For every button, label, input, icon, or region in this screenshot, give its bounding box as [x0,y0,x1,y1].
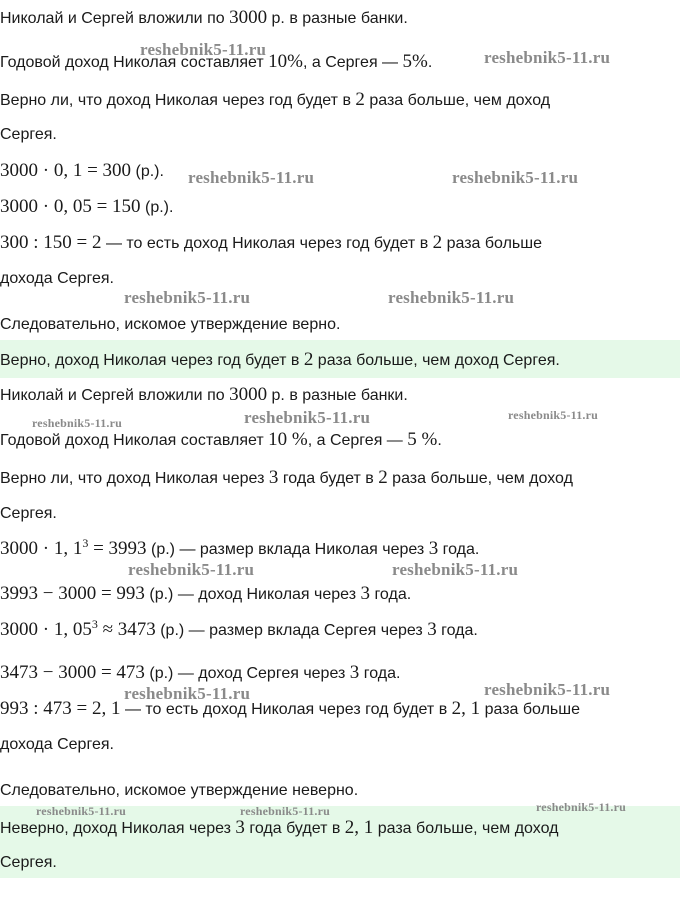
watermark: reshebnik5-11.ru [36,804,126,818]
text-line: Годовой доход Николая составляет 10%, а Сергея — 5%. [0,51,433,72]
watermark: reshebnik5-11.ru [188,168,315,187]
watermark: reshebnik5-11.ru [484,680,611,699]
watermark: reshebnik5-11.ru [140,40,267,59]
text-line: Верно ли, что доход Николая через 3 года будет в 2 раза больше, чем доход [0,467,573,488]
formula-line: 3993 − 3000 = 993 (р.) — доход Николая через 3 года. [0,583,412,604]
text-line: Сергея. [0,126,57,143]
conclusion-line: Следовательно, искомое утверждение неверно. [0,782,359,799]
watermark: reshebnik5-11.ru [128,560,255,579]
formula-line: 3000 · 0, 1 = 300 (р.). [0,160,164,181]
formula-line: 3000 · 1, $1^3 = 3993$ (р.) — размер вклада Николая через 3 года. [0,536,480,559]
watermark: reshebnik5-11.ru [536,800,626,814]
text-line: дохода Сергея. [0,270,114,287]
text-line: Николай и Сергей вложили по 3000 р. в разные банки. [0,384,408,405]
watermark: reshebnik5-11.ru [388,288,515,307]
formula-line: 3000 · 0, 05 = 150 (р.). [0,196,174,217]
conclusion-line: Следовательно, искомое утверждение верно. [0,316,341,333]
watermark: reshebnik5-11.ru [124,684,251,703]
watermark: reshebnik5-11.ru [32,416,122,430]
formula-line: 993 : 473 = 2, 1 — то есть доход Николая через год будет в 2, 1 раза больше [0,698,580,719]
text-line: дохода Сергея. [0,736,114,753]
text-line: Верно ли, что доход Николая через год будет в 2 раза больше, чем доход [0,89,551,110]
watermark: reshebnik5-11.ru [508,408,598,422]
answer-text: Неверно, доход Николая через 3 года будет в 2, 1 раза больше, чем доход [0,817,559,838]
text-line: Сергея. [0,505,57,522]
formula-line: 300 : 150 = 2 — то есть доход Николая через год будет в 2 раза больше [0,232,542,253]
answer-text: Сергея. [0,854,57,871]
watermark: reshebnik5-11.ru [452,168,579,187]
watermark: reshebnik5-11.ru [124,288,251,307]
formula-line: 3000 · 1, $05^3 \approx 3473$ (р.) — размер вклада Сергея через 3 года. [0,617,478,640]
watermark: reshebnik5-11.ru [244,408,371,427]
watermark: reshebnik5-11.ru [392,560,519,579]
formula-line: 3473 − 3000 = 473 (р.) — доход Сергея через 3 года. [0,662,401,683]
answer-text: Верно, доход Николая через год будет в 2 раза больше, чем доход Сергея. [0,349,560,370]
text-line: Годовой доход Николая составляет 10 %, а Сергея — 5 %. [0,429,442,450]
answer-box [0,340,680,378]
watermark: reshebnik5-11.ru [240,804,330,818]
watermark: reshebnik5-11.ru [484,48,611,67]
text-line: Николай и Сергей вложили по 3000 р. в разные банки. [0,7,408,28]
